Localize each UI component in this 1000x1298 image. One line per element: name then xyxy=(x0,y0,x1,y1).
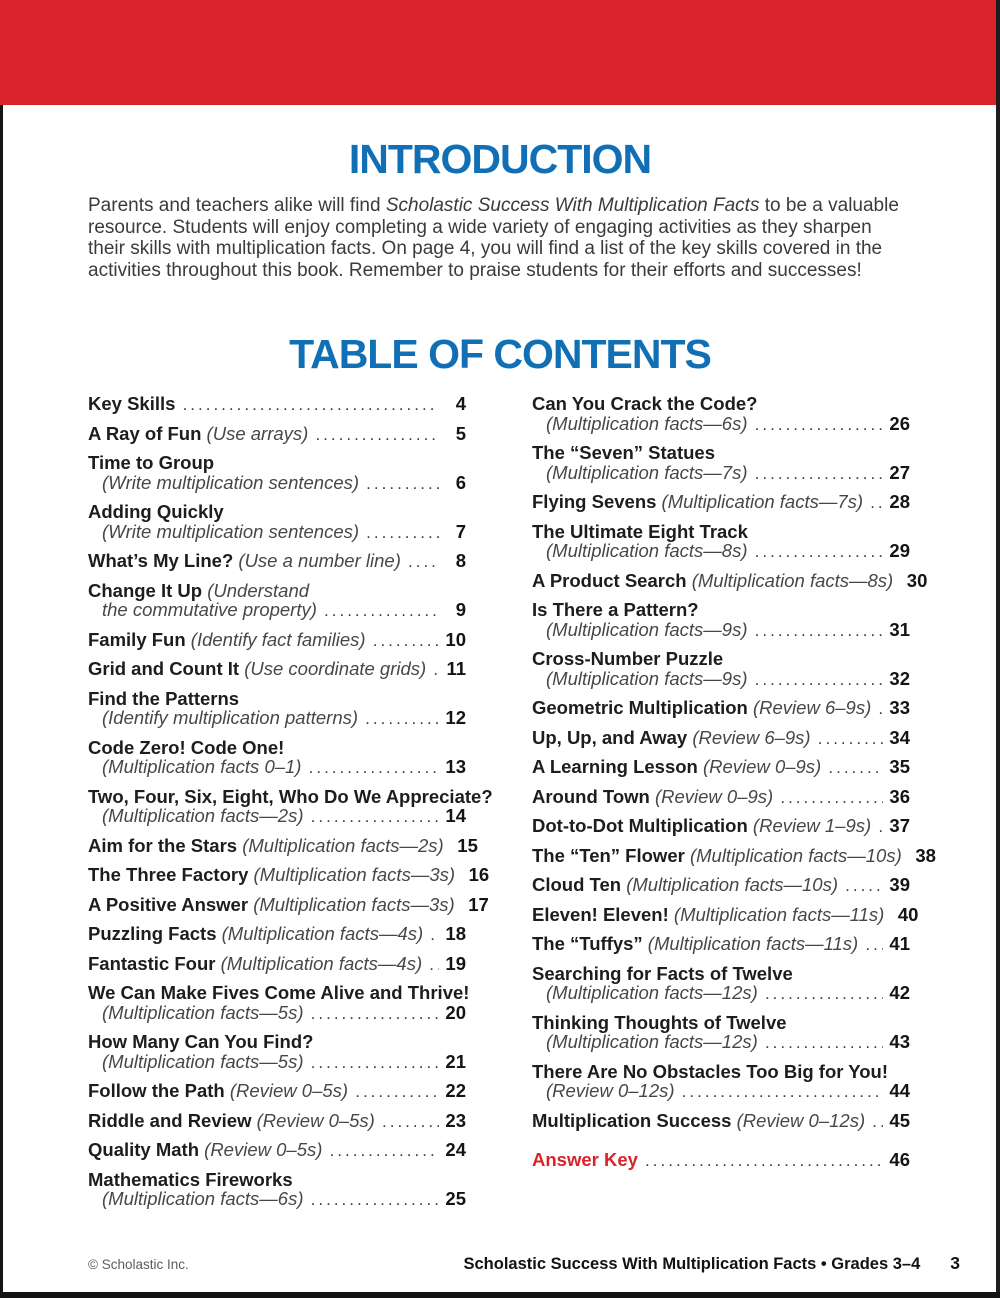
toc-entry-line xyxy=(88,522,466,543)
toc-entry xyxy=(532,844,936,867)
toc-entry-line xyxy=(88,834,478,857)
toc-entry-title: The Ultimate Eight Track xyxy=(532,520,748,542)
toc-entry-line xyxy=(532,728,910,749)
toc-entry xyxy=(88,893,489,916)
toc-page-number: 25 xyxy=(445,1188,466,1210)
toc-entry-line xyxy=(88,893,489,916)
toc-page-number: 15 xyxy=(457,834,478,856)
toc-page-number: 19 xyxy=(445,952,466,974)
toc-page-number: 14 xyxy=(445,805,466,827)
toc-entry-line xyxy=(88,1140,466,1161)
toc-entry-title: Dot-to-Dot Multiplication xyxy=(532,815,753,837)
toc-entry xyxy=(532,903,919,926)
dot-leader xyxy=(324,600,439,621)
toc-page-number: 31 xyxy=(889,618,910,640)
toc-entry-line xyxy=(88,600,466,621)
toc-page-number: 5 xyxy=(455,422,466,444)
toc-page-number: 20 xyxy=(445,1001,466,1023)
toc-entry-line xyxy=(88,785,493,807)
toc-entry-line xyxy=(532,669,910,690)
dot-leader xyxy=(382,1111,439,1132)
toc-entry-subtitle: (Multiplication facts—11s) xyxy=(673,903,890,925)
copyright-notice: © Scholastic Inc. xyxy=(88,1257,189,1272)
toc-entry-title: Adding Quickly xyxy=(88,501,224,523)
dot-leader xyxy=(366,473,439,494)
toc-entry xyxy=(88,424,466,445)
dot-leader xyxy=(366,522,439,543)
toc-entry-subtitle: (Multiplication facts—10s) xyxy=(626,874,844,896)
toc-entry-title: Eleven! Eleven! xyxy=(532,903,674,925)
toc-entry xyxy=(88,394,466,415)
toc-entry xyxy=(88,1111,466,1132)
toc-page-number: 16 xyxy=(468,864,490,886)
toc-page-number: 39 xyxy=(889,874,910,896)
toc-entry-title: Key Skills xyxy=(88,393,181,415)
dot-leader xyxy=(365,708,439,729)
toc-entry-line xyxy=(532,1150,910,1171)
toc-entry-subtitle: (Multiplication facts—4s) xyxy=(220,952,428,974)
toc-page-number: 36 xyxy=(889,785,910,807)
toc-entry-line xyxy=(88,738,466,758)
toc-entry-line xyxy=(532,875,910,896)
toc-entry xyxy=(532,492,910,513)
toc-entry xyxy=(88,924,466,945)
toc-entry xyxy=(532,1150,910,1171)
dot-leader xyxy=(311,1189,439,1210)
toc-entry-title: Puzzling Facts xyxy=(88,923,222,945)
toc-entry-subtitle: (Write multiplication sentences) xyxy=(102,471,365,493)
toc-entry-subtitle: (Review 0–5s) xyxy=(256,1109,380,1131)
toc-entry xyxy=(88,982,470,1023)
dot-leader xyxy=(765,1032,883,1053)
scan-edge-right xyxy=(996,0,1000,1298)
toc-page-number: 23 xyxy=(445,1109,466,1131)
toc-entry xyxy=(532,1013,910,1053)
toc-page-number: 24 xyxy=(445,1139,466,1161)
toc-entry-subtitle: (Write multiplication sentences) xyxy=(102,520,365,542)
dot-leader xyxy=(755,463,883,484)
toc-entry xyxy=(532,816,910,837)
toc-entry-line xyxy=(88,473,466,494)
toc-page-number: 22 xyxy=(445,1080,466,1102)
toc-entry-subtitle: (Review 1–9s) xyxy=(752,815,877,837)
dot-leader xyxy=(311,1003,439,1024)
dot-leader xyxy=(309,757,439,778)
dot-leader xyxy=(828,757,883,778)
toc-entry-title: Code Zero! Code One! xyxy=(88,736,285,758)
toc-entry-line xyxy=(532,964,910,984)
toc-entry-subtitle: (Identify fact families) xyxy=(190,628,371,650)
toc-entry-subtitle: (Multiplication facts—3s) xyxy=(253,864,461,886)
scan-edge-bottom xyxy=(0,1292,1000,1298)
toc-entry-title: Find the Patterns xyxy=(88,687,240,709)
toc-entry-title: Cross-Number Puzzle xyxy=(532,648,724,670)
toc-entry xyxy=(532,394,910,434)
toc-entry xyxy=(532,787,910,808)
toc-entry-title: We Can Make Fives Come Alive and Thrive! xyxy=(88,982,470,1004)
toc-entry xyxy=(88,864,490,886)
toc-entry xyxy=(532,757,910,778)
toc-entry-subtitle: (Use a number line) xyxy=(238,550,406,572)
toc-entry-line xyxy=(532,443,910,463)
toc-entry xyxy=(88,1032,466,1072)
toc-entry-line xyxy=(88,689,466,709)
toc-entry-line xyxy=(532,903,919,926)
toc-page-number: 34 xyxy=(889,726,910,748)
toc-entry-line xyxy=(532,757,910,778)
toc-entry-subtitle: (Multiplication facts—7s) xyxy=(546,461,753,483)
table-of-contents xyxy=(0,394,1000,1219)
toc-entry-title: Flying Sevens xyxy=(532,491,662,513)
toc-entry-line xyxy=(88,394,466,415)
page-footer xyxy=(88,1253,960,1274)
dot-leader xyxy=(183,394,439,415)
dot-leader xyxy=(865,934,883,955)
toc-entry-title: Follow the Path xyxy=(88,1080,230,1102)
introduction-paragraph xyxy=(88,195,910,281)
intro-text-pre: Parents and teachers alike will find xyxy=(88,195,386,216)
toc-entry xyxy=(88,785,493,827)
toc-page-number: 32 xyxy=(889,667,910,689)
dot-leader xyxy=(373,630,439,651)
dot-leader xyxy=(872,1111,883,1132)
toc-page-number: 21 xyxy=(445,1050,466,1072)
toc-entry-line xyxy=(88,502,466,522)
toc-entry xyxy=(532,522,910,562)
toc-entry-line xyxy=(532,414,910,435)
toc-page-number: 38 xyxy=(915,844,936,866)
toc-entry-line xyxy=(532,541,910,562)
dot-leader xyxy=(311,1052,439,1073)
toc-entry-line xyxy=(88,864,490,886)
dot-leader xyxy=(330,1140,439,1161)
dot-leader xyxy=(870,492,883,513)
toc-entry-line xyxy=(532,1032,910,1053)
table-of-contents-heading: TABLE OF CONTENTS xyxy=(289,331,711,378)
toc-entry-title: Multiplication Success xyxy=(532,1109,737,1131)
footer-book-title: Scholastic Success With Multiplication Facts • Grades 3–4 xyxy=(463,1255,921,1273)
toc-entry-line xyxy=(532,1062,910,1082)
toc-entry xyxy=(88,1140,466,1161)
toc-entry-title: Answer Key xyxy=(532,1149,644,1171)
toc-entry-line xyxy=(88,757,466,778)
dot-leader xyxy=(755,414,883,435)
dot-leader xyxy=(845,875,883,896)
toc-entry xyxy=(532,443,910,483)
toc-entry xyxy=(88,581,466,621)
toc-entry-subtitle: (Review 6–9s) xyxy=(753,697,877,719)
toc-page-number: 42 xyxy=(889,982,910,1004)
toc-entry-subtitle: (Review 0–9s) xyxy=(702,756,827,778)
toc-page-number: 45 xyxy=(889,1109,910,1131)
toc-page-number: 26 xyxy=(889,412,910,434)
toc-entry-subtitle: (Multiplication facts—11s) xyxy=(647,933,864,955)
toc-entry-title: Quality Math xyxy=(88,1139,205,1161)
dot-leader xyxy=(765,983,883,1004)
dot-leader xyxy=(755,541,883,562)
toc-entry xyxy=(532,1062,910,1102)
top-red-banner xyxy=(0,0,1000,105)
introduction-heading: INTRODUCTION xyxy=(348,136,652,182)
toc-page-number: 40 xyxy=(897,903,919,925)
toc-entry-subtitle: (Multiplication facts—5s) xyxy=(102,1001,309,1023)
toc-entry-subtitle: the commutative property) xyxy=(102,599,323,621)
toc-entry-subtitle: (Review 0–9s) xyxy=(654,785,779,807)
toc-entry-title: Around Town xyxy=(532,785,655,807)
toc-entry-title: What’s My Line? xyxy=(88,550,239,572)
toc-entry-line xyxy=(88,581,466,601)
toc-entry-line xyxy=(88,630,466,651)
scan-edge-left xyxy=(0,105,3,1298)
toc-entry-line xyxy=(532,394,910,414)
toc-entry-line xyxy=(532,844,936,867)
toc-page-number: 30 xyxy=(906,569,928,591)
dot-leader xyxy=(315,424,439,445)
toc-entry xyxy=(532,964,910,1004)
toc-entry-title: The “Seven” Statues xyxy=(532,442,716,464)
toc-entry-line xyxy=(532,816,910,837)
toc-entry-title: Aim for the Stars xyxy=(88,834,243,856)
toc-page-number: 11 xyxy=(446,658,466,680)
toc-entry xyxy=(88,738,466,778)
toc-entry-title: Riddle and Review xyxy=(88,1109,257,1131)
toc-entry-line xyxy=(88,551,466,572)
toc-entry xyxy=(532,934,910,955)
toc-entry-subtitle: (Multiplication facts—2s) xyxy=(242,834,449,856)
toc-entry xyxy=(88,689,466,729)
dot-leader xyxy=(430,924,439,945)
toc-entry-subtitle: (Multiplication facts—5s) xyxy=(102,1050,309,1072)
toc-page-number: 6 xyxy=(455,471,466,493)
toc-entry-title: A Product Search xyxy=(532,569,692,591)
toc-page-number: 28 xyxy=(889,491,910,513)
toc-entry-line xyxy=(88,1003,466,1024)
toc-entry xyxy=(532,569,928,592)
toc-entry xyxy=(88,1081,466,1102)
toc-entry-subtitle: (Multiplication facts 0–1) xyxy=(102,756,307,778)
toc-entry-line xyxy=(88,924,466,945)
toc-page-number: 33 xyxy=(889,697,910,719)
toc-page-number: 4 xyxy=(455,393,466,415)
dot-leader xyxy=(433,659,439,680)
toc-entry-line xyxy=(88,708,466,729)
toc-entry xyxy=(88,551,466,572)
toc-entry-line xyxy=(532,569,928,592)
toc-entry-line xyxy=(532,1081,910,1102)
toc-entry-line xyxy=(88,806,466,827)
toc-page-number: 13 xyxy=(445,756,466,778)
toc-page-number: 27 xyxy=(889,461,910,483)
toc-entry-title: A Learning Lesson xyxy=(532,756,703,778)
dot-leader xyxy=(645,1150,883,1171)
footer-page-number: 3 xyxy=(950,1253,960,1273)
toc-entry-line xyxy=(532,698,910,719)
toc-entry-line xyxy=(88,1170,466,1190)
toc-entry-title: Change It Up xyxy=(88,579,208,601)
toc-page-number: 12 xyxy=(445,707,466,729)
toc-entry-subtitle: (Understand xyxy=(207,579,310,601)
toc-entry-title: A Ray of Fun xyxy=(88,422,207,444)
toc-entry-line xyxy=(88,1189,466,1210)
toc-entry-subtitle: (Review 0–12s) xyxy=(736,1109,871,1131)
toc-page-number: 10 xyxy=(445,628,466,650)
toc-entry xyxy=(88,453,466,493)
toc-entry-subtitle: (Use arrays) xyxy=(206,422,314,444)
toc-entry-line xyxy=(88,1081,466,1102)
dot-leader xyxy=(878,698,883,719)
toc-entry-line xyxy=(532,1111,910,1132)
toc-entry-title: Fantastic Four xyxy=(88,952,221,974)
toc-entry-title: Time to Group xyxy=(88,452,215,474)
toc-right-column xyxy=(532,393,936,1219)
toc-entry-line xyxy=(88,453,466,473)
toc-entry xyxy=(88,834,478,857)
toc-entry-subtitle: (Multiplication facts—10s) xyxy=(689,844,907,866)
toc-entry-line xyxy=(532,649,910,669)
toc-entry xyxy=(532,600,910,640)
toc-entry-title: The “Ten” Flower xyxy=(532,844,690,866)
toc-entry-title: Grid and Count It xyxy=(88,658,245,680)
toc-page-number: 46 xyxy=(889,1149,910,1171)
toc-entry xyxy=(532,649,910,689)
toc-page-number: 17 xyxy=(468,893,489,915)
dot-leader xyxy=(780,787,883,808)
toc-entry-title: The Three Factory xyxy=(88,864,254,886)
toc-entry-subtitle: (Review 0–12s) xyxy=(546,1080,680,1102)
dot-leader xyxy=(878,816,883,837)
dot-leader xyxy=(355,1081,439,1102)
toc-entry-subtitle: (Review 0–5s) xyxy=(229,1080,354,1102)
toc-entry-subtitle: (Multiplication facts—3s) xyxy=(253,893,460,915)
toc-entry-subtitle: (Review 6–9s) xyxy=(692,726,816,748)
toc-entry-line xyxy=(532,492,910,513)
toc-entry-line xyxy=(532,934,910,955)
toc-entry-subtitle: (Multiplication facts—12s) xyxy=(546,1031,763,1053)
toc-entry-subtitle: (Review 0–5s) xyxy=(204,1139,328,1161)
toc-left-column xyxy=(88,393,493,1219)
intro-text-post: to be a valuable resource. Students will enjoy completing a wide variety of engaging activities as they sharpen their skills with multiplication facts. On page 4, you will find a list of the key skills covered in the activities throughout this book. Remember to praise students for their efforts and successes! xyxy=(88,195,899,281)
toc-page-number: 8 xyxy=(455,550,466,572)
toc-entry-title: Searching for Facts of Twelve xyxy=(532,962,793,984)
dot-leader xyxy=(429,954,439,975)
toc-entry-subtitle: (Multiplication facts—12s) xyxy=(546,982,763,1004)
toc-page-number: 7 xyxy=(455,520,466,542)
toc-entry xyxy=(532,1111,910,1132)
dot-leader xyxy=(408,551,439,572)
toc-entry-subtitle: (Identify multiplication patterns) xyxy=(102,707,364,729)
toc-entry-line xyxy=(88,424,466,445)
toc-page-number: 37 xyxy=(889,815,910,837)
dot-leader xyxy=(818,728,883,749)
toc-entry-title: A Positive Answer xyxy=(88,893,254,915)
toc-entry-title: Mathematics Fireworks xyxy=(88,1168,293,1190)
toc-entry-line xyxy=(532,983,910,1004)
toc-entry-title: Can You Crack the Code? xyxy=(532,393,758,415)
toc-entry-title: Thinking Thoughts of Twelve xyxy=(532,1011,787,1033)
toc-entry-subtitle: (Multiplication facts—8s) xyxy=(691,569,899,591)
toc-entry-title: Up, Up, and Away xyxy=(532,726,693,748)
toc-entry-title: The “Tuffys” xyxy=(532,933,648,955)
toc-entry-line xyxy=(88,659,466,680)
toc-entry-line xyxy=(532,620,910,641)
toc-entry xyxy=(88,659,466,680)
toc-page-number: 18 xyxy=(445,923,466,945)
intro-book-title: Scholastic Success With Multiplication Facts xyxy=(385,195,760,216)
toc-entry-title: Two, Four, Six, Eight, Who Do We Appreciate? xyxy=(88,785,493,807)
toc-entry xyxy=(88,1170,466,1210)
toc-entry-title: There Are No Obstacles Too Big for You! xyxy=(532,1060,888,1082)
toc-entry-subtitle: (Multiplication facts—8s) xyxy=(546,540,753,562)
toc-entry-title: How Many Can You Find? xyxy=(88,1031,314,1053)
toc-entry-line xyxy=(88,1052,466,1073)
toc-entry xyxy=(532,728,910,749)
toc-entry-line xyxy=(532,522,910,542)
toc-entry-subtitle: (Multiplication facts—6s) xyxy=(102,1188,309,1210)
toc-entry xyxy=(88,954,466,975)
toc-entry-line xyxy=(532,787,910,808)
toc-page-number: 41 xyxy=(889,933,910,955)
toc-entry-subtitle: (Multiplication facts—6s) xyxy=(546,412,753,434)
toc-entry xyxy=(88,630,466,651)
toc-entry-title: Is There a Pattern? xyxy=(532,599,699,621)
toc-page-number: 9 xyxy=(455,599,466,621)
toc-entry xyxy=(532,698,910,719)
toc-page-number: 29 xyxy=(889,540,910,562)
toc-page-number: 35 xyxy=(889,756,910,778)
toc-page-number: 44 xyxy=(889,1080,910,1102)
toc-entry-line xyxy=(532,463,910,484)
dot-leader xyxy=(755,669,883,690)
toc-entry-line xyxy=(88,954,466,975)
toc-entry-line xyxy=(88,982,470,1004)
toc-entry-subtitle: (Multiplication facts—2s) xyxy=(102,805,309,827)
dot-leader xyxy=(755,620,883,641)
toc-entry-title: Cloud Ten xyxy=(532,874,627,896)
toc-entry-subtitle: (Multiplication facts—7s) xyxy=(661,491,869,513)
toc-entry-subtitle: (Use coordinate grids) xyxy=(244,658,432,680)
toc-entry-subtitle: (Multiplication facts—4s) xyxy=(221,923,429,945)
toc-entry-subtitle: (Multiplication facts—9s) xyxy=(546,667,753,689)
toc-page-number: 43 xyxy=(889,1031,910,1053)
dot-leader xyxy=(682,1081,883,1102)
toc-entry-line xyxy=(88,1111,466,1132)
toc-entry-line xyxy=(532,600,910,620)
toc-entry-line xyxy=(532,1013,910,1033)
dot-leader xyxy=(311,806,439,827)
toc-entry-subtitle: (Multiplication facts—9s) xyxy=(546,618,753,640)
toc-entry xyxy=(532,875,910,896)
toc-entry xyxy=(88,502,466,542)
toc-entry-title: Family Fun xyxy=(88,628,191,650)
toc-entry-line xyxy=(88,1032,466,1052)
toc-entry-title: Geometric Multiplication xyxy=(532,697,753,719)
